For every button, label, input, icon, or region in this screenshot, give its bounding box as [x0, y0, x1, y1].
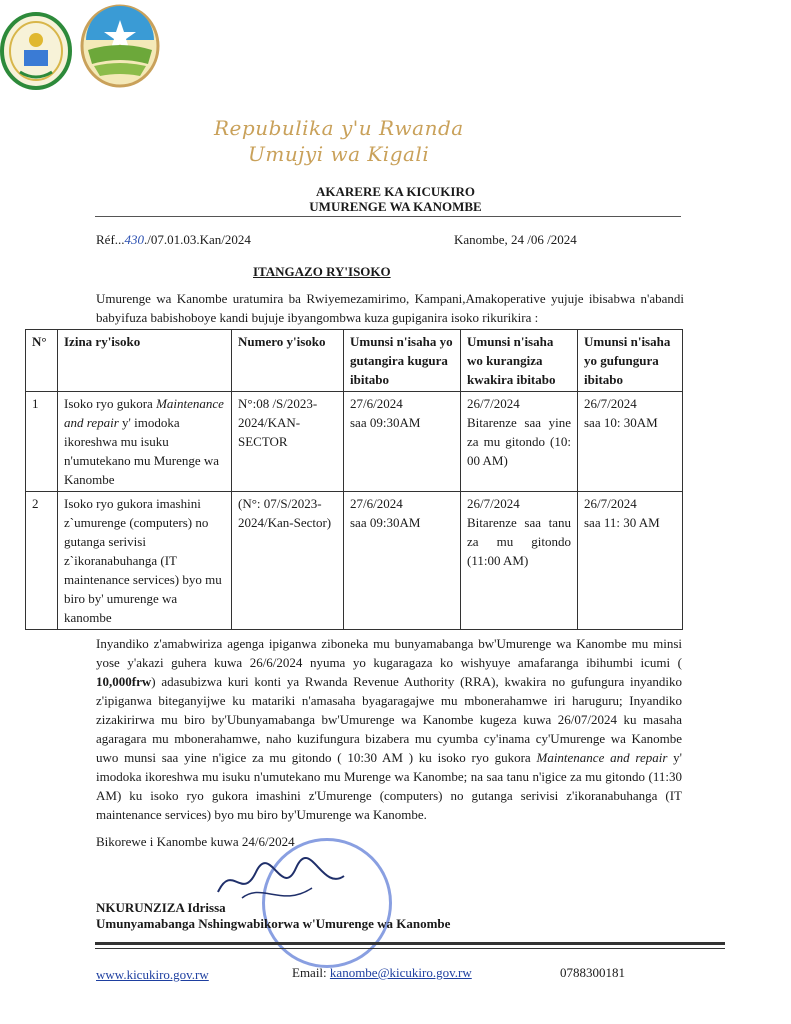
kigali-emblem-icon — [76, 0, 164, 90]
col-header-name: Izina ry'isoko — [58, 330, 232, 392]
table-row — [26, 392, 683, 492]
col-header-start: Umunsi n'isaha yo gutangira kugura ibitabo — [344, 330, 461, 392]
footer-website[interactable]: www.kicukiro.gov.rw — [96, 967, 209, 982]
col-header-no: N° — [26, 330, 58, 392]
reference-prefix: Réf... — [96, 232, 125, 247]
footer-email[interactable]: Email: kanombe@kicukiro.gov.rw — [292, 965, 472, 980]
footer-divider-thin — [95, 948, 725, 949]
cell-end: 26/7/2024 Bitarenze saa tanu za mu gitondo (11:00 AM) — [461, 492, 578, 630]
table-row — [26, 492, 683, 630]
signature-icon — [212, 852, 352, 912]
table-header-row — [26, 330, 683, 392]
reference-suffix: ./07.01.03.Kan/2024 — [144, 232, 251, 247]
header-city-text: Umujyi wa Kigali — [248, 142, 430, 166]
footer-phone: 0788300181 — [560, 965, 625, 980]
reference-line — [96, 230, 251, 249]
cell-no: 1 — [26, 392, 58, 492]
header-divider — [95, 216, 681, 217]
rwanda-seal-icon — [0, 12, 72, 90]
cell-open: 26/7/2024 saa 10: 30AM — [578, 392, 683, 492]
header-republic-text: Repubulika y'u Rwanda — [214, 116, 464, 140]
col-header-number: Numero y'isoko — [232, 330, 344, 392]
cell-end: 26/7/2024 Bitarenze saa yine za mu gitondo (10: 00 AM) — [461, 392, 578, 492]
district-name: AKARERE KA KICUKIRO — [316, 184, 475, 199]
col-header-end: Umunsi n'isaha wo kurangiza kwakira ibitabo — [461, 330, 578, 392]
cell-start: 27/6/2024 saa 09:30AM — [344, 492, 461, 630]
cell-open: 26/7/2024 saa 11: 30 AM — [578, 492, 683, 630]
date-place: Kanombe, 24 /06 /2024 — [454, 232, 577, 247]
body-paragraph: Inyandiko z'amabwiriza agenga ipiganwa ziboneka mu bunyamabanga bw'Umurenge wa Kanombe mu minsi yose y'akazi guhera kuwa 26/6/2024 nyuma yo kugaragaza ko wishyuye amafaranga ibihumbi icumi ( 10,000frw) adasubizwa kuri konti ya Rwanda Revenue Authority (RRA), kwakira no gufungura inyandiko z'ipiganwa biteganyijwe ku matariki n'amasaha byagaragajwe mu mbonerahamwe iri haruguru; Inyandiko zizakirirwa mu biro by'Ubunyamabanga bw'Umurenge wa Kanombe kugeza kuwa 26/07/2024 ku masaha agaragara mu mbonerahamwe, naho kuzifungura bizabera mu cyumba cy'inama cy'Umurenge wa Kanombe uwo munsi saa yine n'igice za mu gitondo ( 10:30 AM ) ku isoko ryo gukora Maintenance and repair y' imodoka ikoreshwa mu isuku n'umutekano mu Murenge wa Kanombe; na saa tanu n'igice za mu gitondo (11:30 AM) ku isoko ryo gukora imashini z'Umurenge (computers) no gutanga serivisi z'ikoranabuhanga (IT maintenance services) byo mu biro by'Umurenge wa Kanombe. — [96, 636, 683, 822]
cell-start: 27/6/2024 saa 09:30AM — [344, 392, 461, 492]
cell-no: 2 — [26, 492, 58, 630]
tender-table — [25, 329, 683, 630]
notice-title: ITANGAZO RY'ISOKO — [253, 264, 391, 279]
cell-number: (N°: 07/S/2023-2024/Kan-Sector) — [232, 492, 344, 630]
cell-name: Isoko ryo gukora imashini z`umurenge (computers) no gutanga serivisi z`ikoranabuhanga (IT maintenance services) byo mu biro by' umurenge wa kanombe — [58, 492, 232, 630]
cell-number: N°:08 /S/2023-2024/KAN-SECTOR — [232, 392, 344, 492]
col-header-open: Umunsi n'isaha yo gufungura ibitabo — [578, 330, 683, 392]
signer-title: Umunyamabanga Nshingwabikorwa w'Umurenge wa Kanombe — [96, 916, 451, 931]
footer-divider — [95, 942, 725, 945]
signer-name: NKURUNZIZA Idrissa — [96, 900, 226, 915]
cell-name: Isoko ryo gukora Maintenance and repair y' imodoka ikoreshwa mu isuku n'umutekano mu Murenge wa Kanombe — [58, 392, 232, 492]
sector-name: UMURENGE WA KANOMBE — [309, 199, 482, 214]
reference-handwritten: 430 — [124, 232, 145, 247]
signoff-line: Bikorewe i Kanombe kuwa 24/6/2024 — [96, 834, 295, 849]
intro-paragraph: Umurenge wa Kanombe uratumira ba Rwiyemezamirimo, Kampani,Amakoperative yujuje ibisabwa n'abandi babyifuza babishoboye kandi bujuje ibyangombwa kuza gupiganira isoko rikurikira : — [96, 291, 684, 325]
